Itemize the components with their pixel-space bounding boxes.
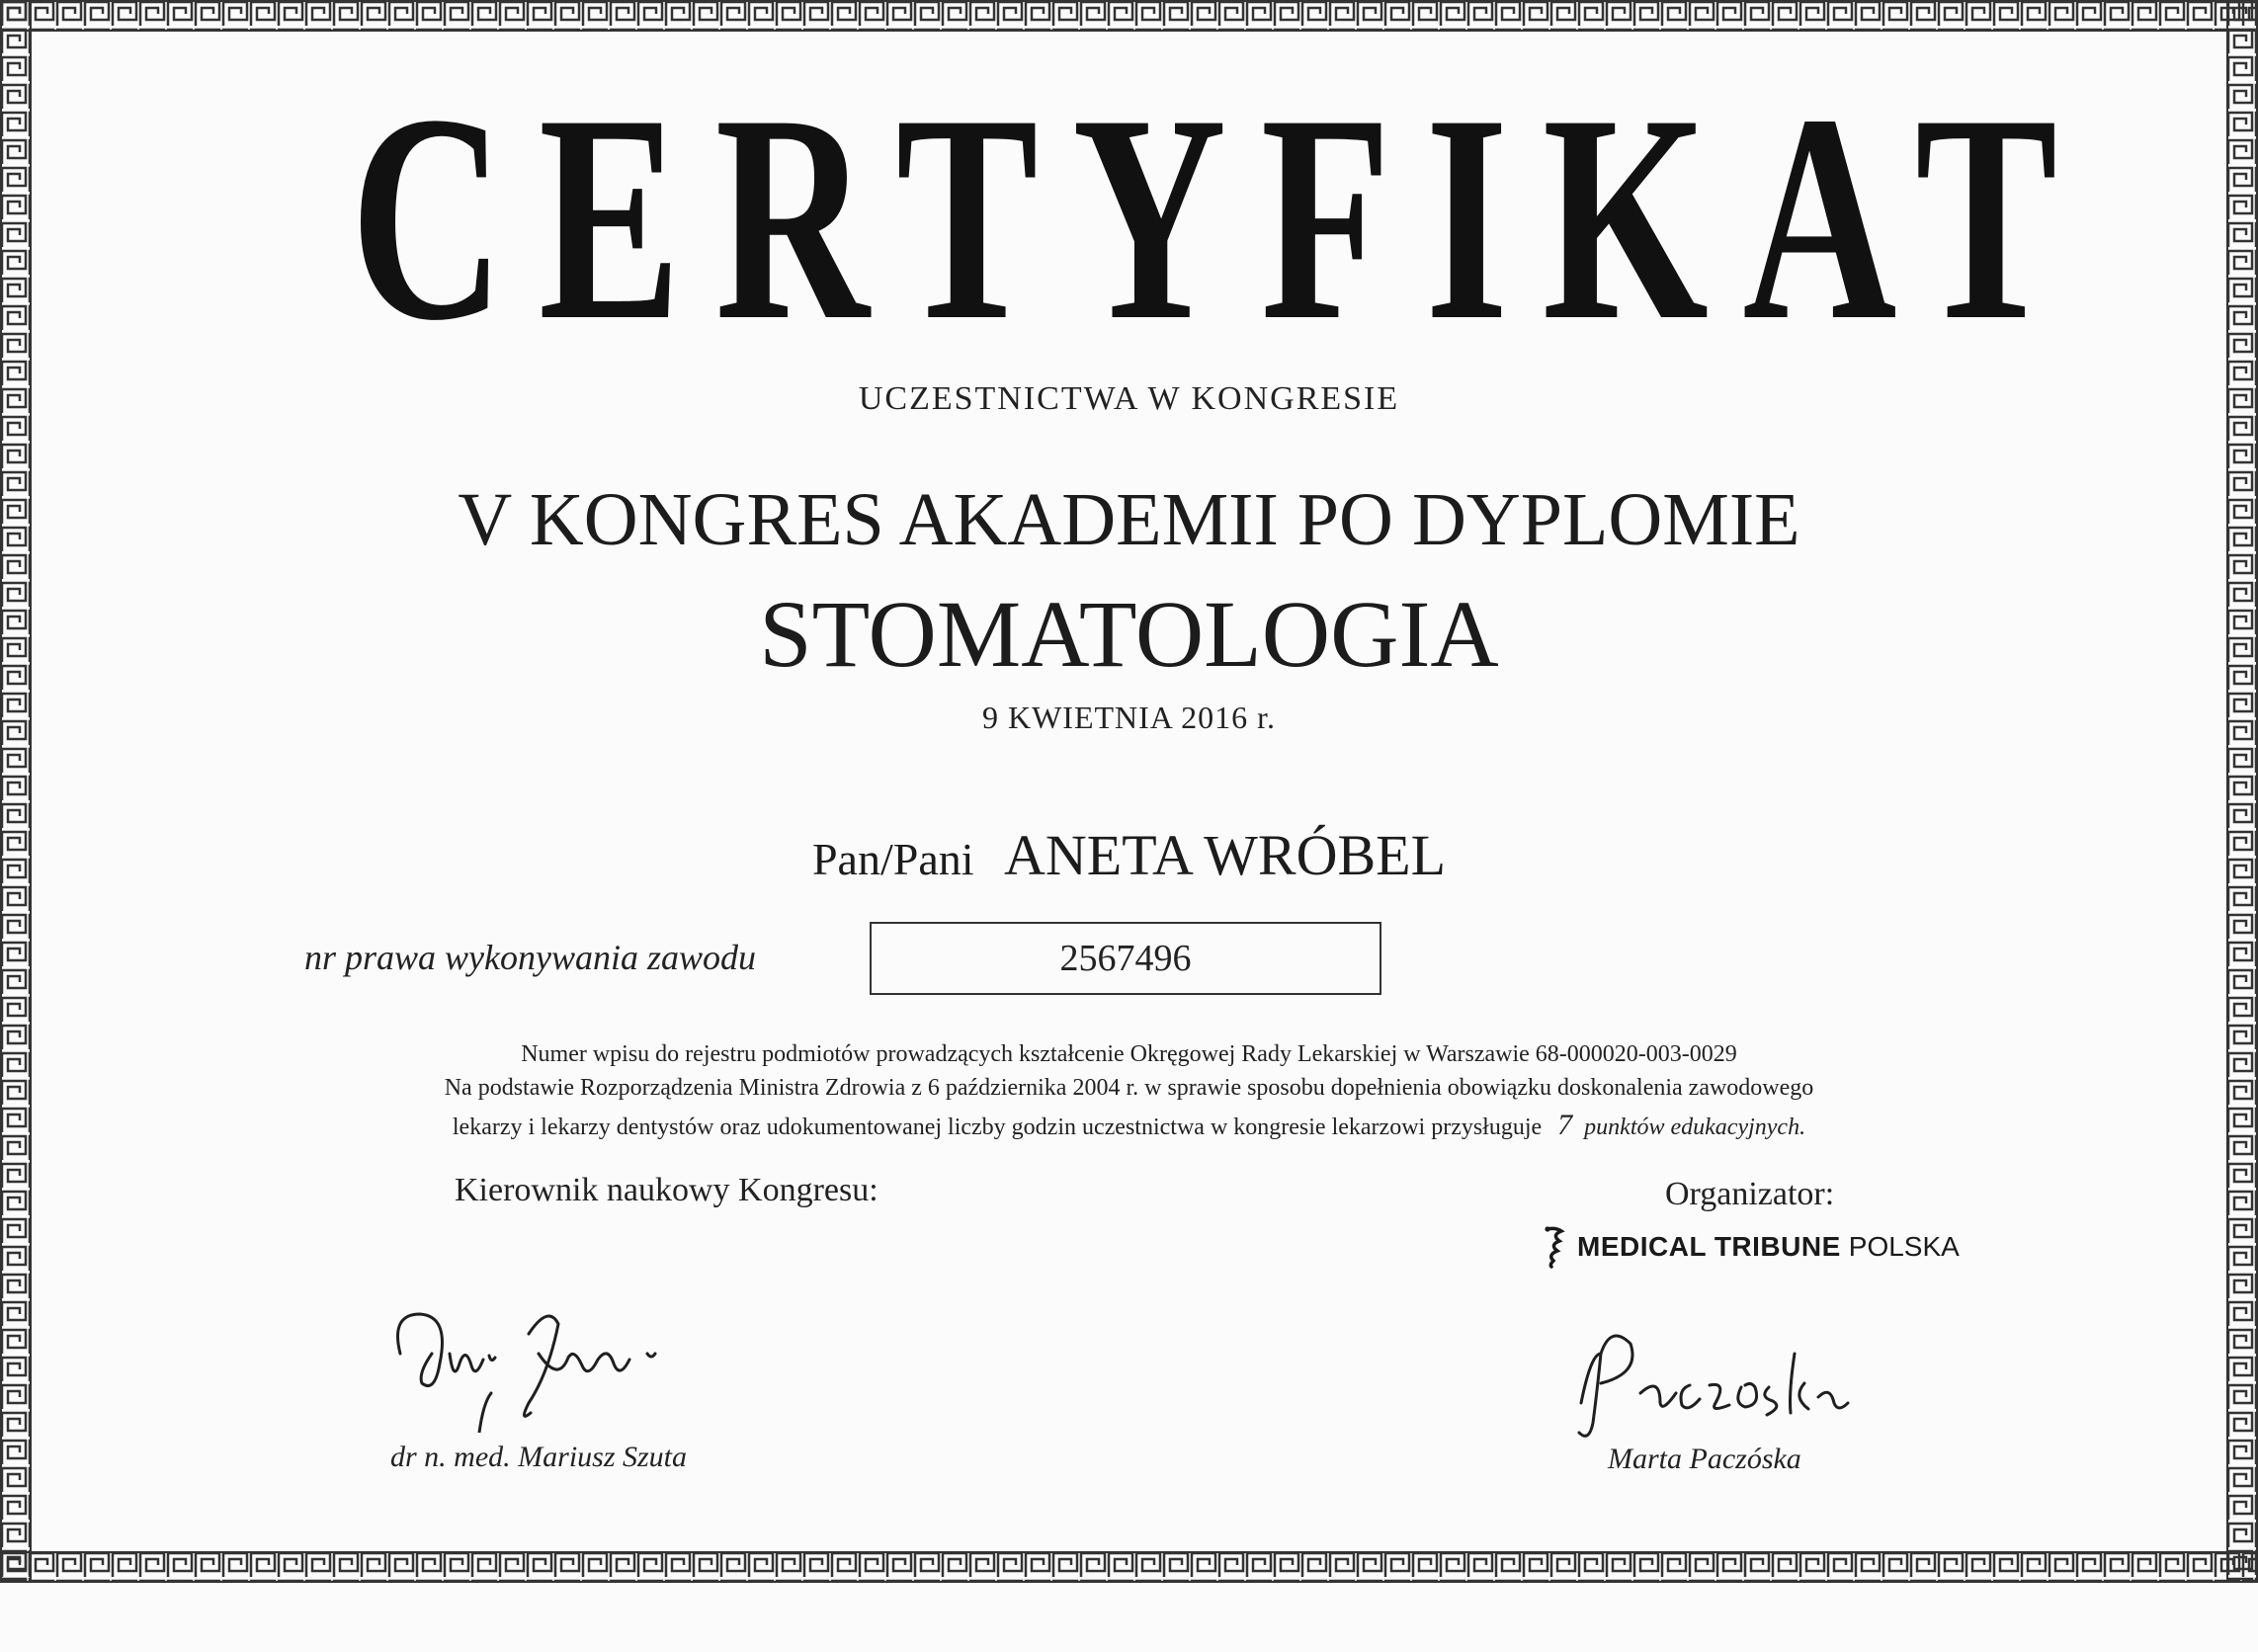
scientific-leader-label: Kierownik naukowy Kongresu: bbox=[455, 1172, 878, 1208]
greek-key-border-left bbox=[0, 0, 32, 1583]
greek-key-border-right bbox=[2226, 0, 2258, 1583]
registry-notice: Numer wpisu do rejestru podmiotów prowadzących kształcenie Okręgowej Rady Lekarskiej w Warszawie 68-000020-003-0029 bbox=[521, 1041, 1737, 1067]
regulation-notice: Na podstawie Rozporządzenia Ministra Zdrowia z 6 października 2004 r. w sprawie sposobu dopełnienia obowiązku doskonalenia zawodowego bbox=[444, 1075, 1814, 1101]
congress-name: V KONGRES AKADEMII PO DYPLOMIE bbox=[458, 478, 1800, 561]
license-number-box: 2567496 bbox=[870, 922, 1381, 995]
greek-key-border-top bbox=[0, 0, 2258, 32]
organizer-logo-name: MEDICAL TRIBUNE bbox=[1577, 1231, 1841, 1262]
certificate-subtitle: UCZESTNICTWA W KONGRESIE bbox=[858, 380, 1400, 417]
caduceus-icon bbox=[1542, 1225, 1567, 1269]
organizer-logo-country: POLSKA bbox=[1848, 1231, 1960, 1262]
points-number: 7 bbox=[1557, 1109, 1573, 1141]
signer-organizer: Marta Paczóska bbox=[1608, 1443, 1801, 1475]
points-notice-text: lekarzy i lekarzy dentystów oraz udokumentowanej liczby godzin uczestnictwa w kongresie lekarzowi przysługuje bbox=[452, 1115, 1543, 1140]
participant-name: ANETA WRÓBEL bbox=[1004, 823, 1447, 887]
signature-scientific-leader bbox=[380, 1294, 736, 1433]
certificate-title: CERTYFIKAT bbox=[350, 53, 2092, 381]
signature-organizer bbox=[1571, 1314, 1858, 1452]
organizer-logo bbox=[1542, 1225, 1960, 1269]
greek-key-border-bottom bbox=[0, 1551, 2258, 1583]
signer-scientific-leader: dr n. med. Mariusz Szuta bbox=[390, 1441, 688, 1473]
participant bbox=[0, 822, 2258, 888]
points-notice bbox=[0, 1109, 2258, 1142]
participant-prefix: Pan/Pani bbox=[811, 834, 974, 884]
points-label: punktów edukacyjnych. bbox=[1584, 1115, 1806, 1140]
congress-specialty: STOMATOLOGIA bbox=[759, 581, 1499, 687]
congress-date: 9 KWIETNIA 2016 r. bbox=[981, 700, 1277, 735]
organizer-label: Organizator: bbox=[1665, 1176, 1835, 1212]
license-label: nr prawa wykonywania zawodu bbox=[304, 938, 757, 977]
